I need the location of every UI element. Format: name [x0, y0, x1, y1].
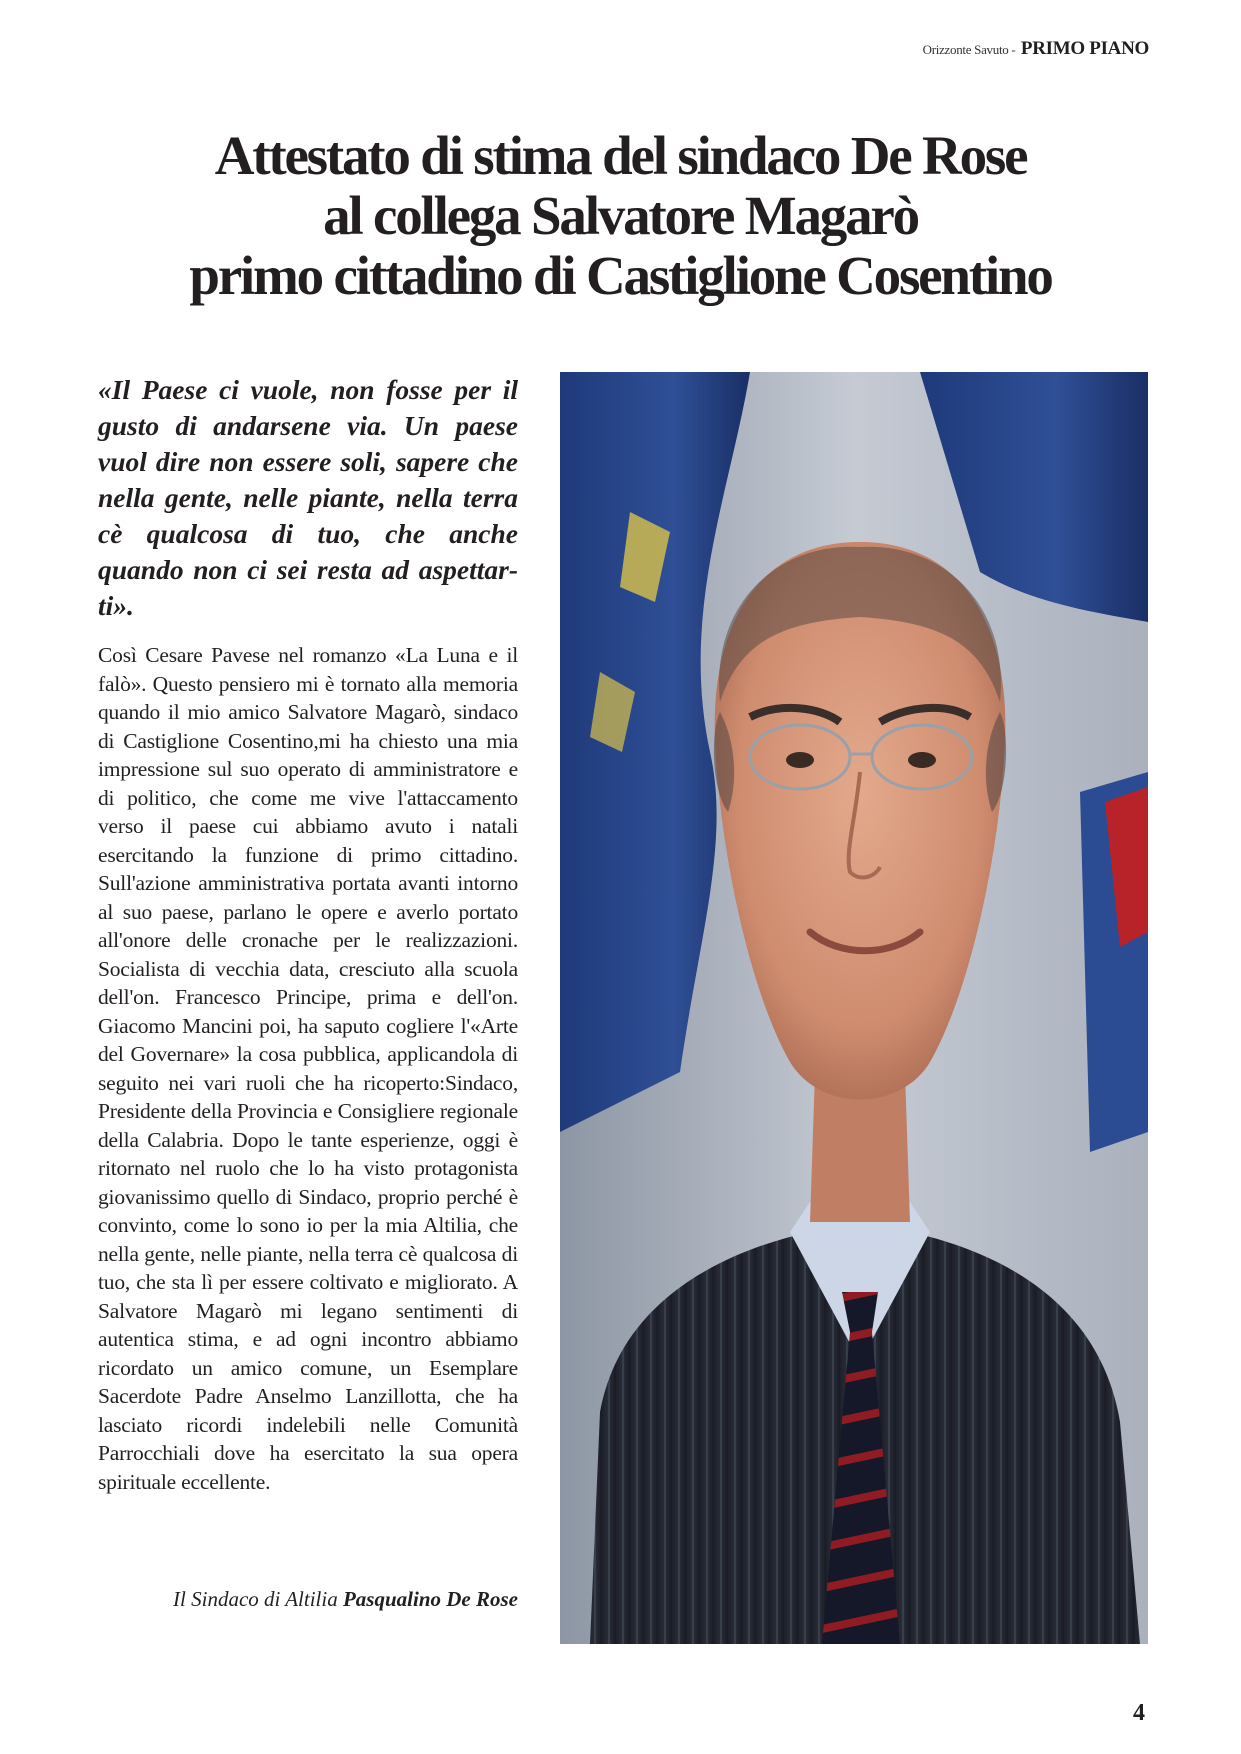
signature-name: Pasqualino De Rose	[342, 1587, 518, 1611]
article-body: Così Cesare Pavese nel romanzo «La Luna e il falò». Questo pensiero mi è tornato alla memoria quando il mio amico Salvatore Magarò, sindaco di Castiglione Cosentino,mi ha chiesto una mia impressione sul suo operato di amministratore e di politico, che come me vive l'attaccamento verso il paese cui abbiamo avuto i natali esercitando la funzione di primo cittadino. Sull'azione amministrativa portata avanti intorno al suo paese, parlano le opere e averlo portato all'onore delle cronache per le realizzazioni. Socialista di vecchia data, cresciuto alla scuola dell'on. Francesco Principe, prima e dell'on. Giacomo Mancini poi, ha saputo cogliere l'«Arte del Governare» la cosa pubblica, applicandola di seguito nei vari ruoli che ha ricoperto:Sindaco, Presidente della Provincia e Consigliere regionale della Calabria. Dopo le tante esperienze, oggi è ritornato nel ruolo che lo ha visto protagonista giovanissimo quello di Sindaco, proprio perché è convinto, come lo sono io per la mia Altilia, che nella gente, nelle piante, nella terra cè qualcosa di tuo, che sta lì per essere coltivato e migliorato. A Salvatore Magarò mi legano sentimenti di autentica stima, e ad ogni incontro abbiamo ricordato un amico comune, un Esemplare Sacerdote Padre Anselmo Lanzillotta, che ha lasciato ricordi indelebili nelle Comunità Parrocchiali dove ha esercitato la sua opera spirituale eccellente.	[98, 643, 518, 1494]
portrait-photo	[560, 372, 1148, 1644]
running-head	[923, 38, 1149, 60]
section-name: PRIMO PIANO	[1020, 38, 1149, 59]
publication-name: Orizzonte Savuto -	[922, 42, 1016, 57]
pull-quote: «Il Paese ci vuole, non fosse per il gusto di andarsene via. Un paese vuol dire non essere soli, sapere che nella gente, nelle piante, nella terra cè qualcosa di tuo, che anche quando non ci sei resta ad aspettar- ti».	[98, 374, 518, 621]
signature-role: Il Sindaco di Altilia	[173, 1587, 338, 1611]
article-title	[60, 126, 1181, 306]
title-line-3: primo cittadino di Castiglione Cosentino	[189, 245, 1052, 306]
page-number: 4	[1133, 1700, 1145, 1726]
title-line-2: al collega Salvatore Magarò	[323, 185, 918, 246]
signature	[98, 1587, 518, 1612]
title-line-1: Attestato di stima del sindaco De Rose	[214, 125, 1027, 186]
